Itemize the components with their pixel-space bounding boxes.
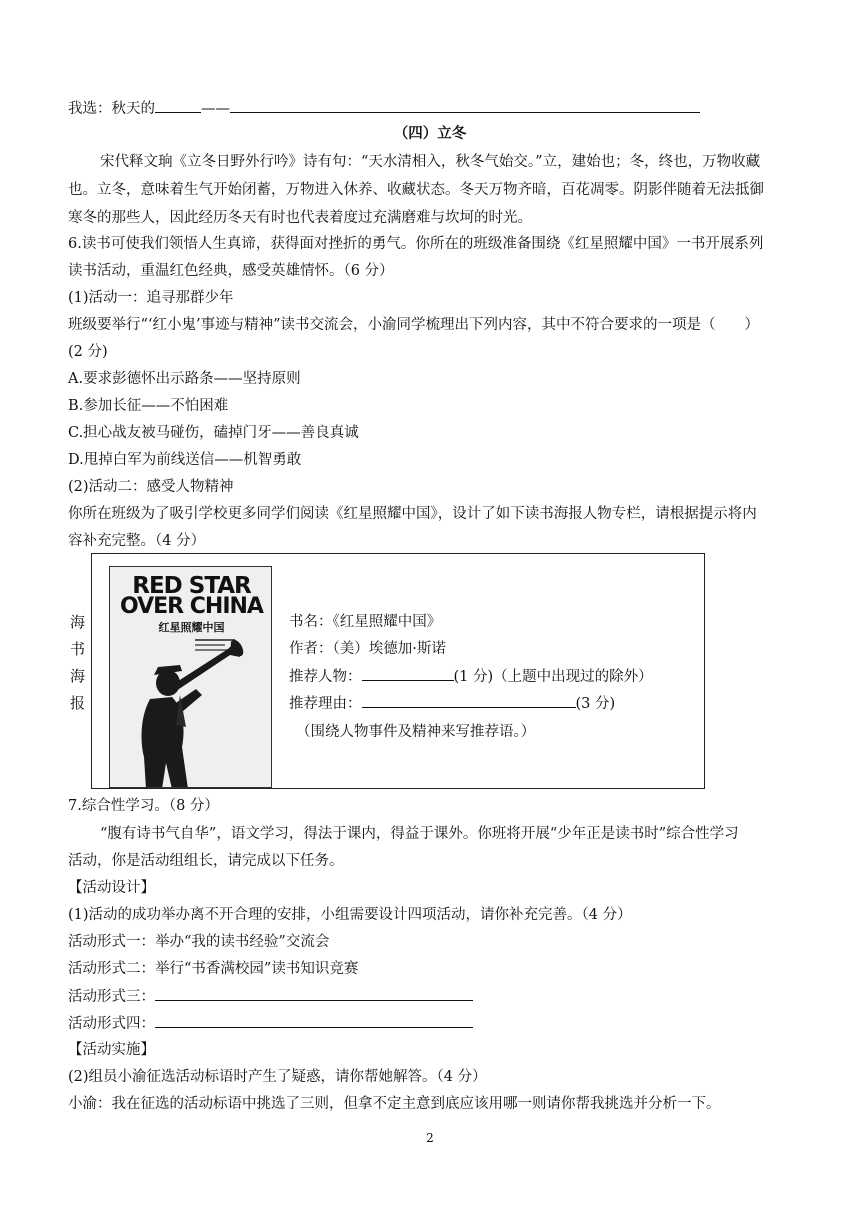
q7-title: 7.综合性学习。（8 分） — [68, 798, 219, 814]
reason-suffix: (3 分) — [575, 696, 616, 712]
choice-blank-1[interactable] — [155, 98, 201, 113]
activity2-question: 你所在班级为了吸引学校更多同学们阅读《红星照耀中国》，设计了如下读书海报人物专栏，请根据提示将内 — [68, 506, 757, 522]
design-heading: 【活动设计】 — [68, 880, 155, 896]
poster-side-char: 书 — [70, 640, 86, 658]
choice-dash: —— — [201, 101, 230, 117]
choice-line — [68, 98, 700, 119]
person-suffix: (1 分)（上题中出现过的除外） — [453, 669, 653, 685]
book-cover-image — [109, 566, 272, 788]
bugler-silhouette-icon — [110, 567, 272, 788]
q7-intro-line: 活动，你是活动组组长，请完成以下任务。 — [68, 853, 344, 869]
poster-side-char: 报 — [70, 694, 86, 712]
person-label: 推荐人物： — [289, 669, 362, 685]
reason-label: 推荐理由： — [289, 696, 362, 712]
activity2-question: 容补充完整。（4 分） — [68, 533, 206, 549]
option-c[interactable]: C.担心战友被马碰伤，磕掉门牙——善良真诚 — [68, 425, 359, 441]
poster-author: 作者：（美）埃德加·斯诺 — [289, 641, 446, 657]
cover-chinese-title: 红星照耀中国 — [158, 621, 225, 634]
activity-form-4 — [68, 1013, 473, 1034]
q6-stem-line: 6.读书可使我们领悟人生真谛，获得面对挫折的勇气。你所在的班级准备围绕《红星照耀中国》一书开展系列 — [68, 236, 764, 252]
page-number: 2 — [426, 1131, 434, 1145]
form3-label: 活动形式三： — [68, 989, 155, 1005]
section-paragraph-line: 宋代释文珦《立冬日野外行吟》诗有句：“天水清相入，秋冬气始交。”立，建始也；冬，终也，万物收藏 — [100, 154, 761, 170]
section-paragraph-line: 也。立冬，意味着生气开始闭蓄，万物进入休养、收藏状态。冬天万物齐暗，百花凋零。阴影伴随着无法抵御 — [68, 182, 764, 198]
option-b[interactable]: B.参加长征——不怕困难 — [68, 398, 229, 414]
activity-form-3 — [68, 986, 473, 1007]
cover-title-line2: OVER CHINA — [120, 594, 263, 619]
reason-blank[interactable] — [362, 693, 576, 708]
poster-person-line — [289, 666, 653, 687]
choice-blank-2[interactable] — [230, 98, 700, 113]
q7-intro-line: “腹有诗书气自华”，语文学习，得法于课内，得益于课外。你班将开展“少年正是读书时”综合性学习 — [100, 826, 739, 842]
poster-book-name: 书名：《红星照耀中国》 — [289, 614, 442, 630]
form3-blank[interactable] — [155, 986, 473, 1001]
poster-side-char: 海 — [70, 613, 86, 631]
section-paragraph-line: 寒冬的那些人，因此经历冬天有时也代表着度过充满磨难与坎坷的时光。 — [68, 210, 532, 226]
activity1-title: (1)活动一：追寻那群少年 — [68, 290, 234, 306]
implementation-heading: 【活动实施】 — [68, 1042, 155, 1058]
poster-hint: （围绕人物事件及精神来写推荐语。） — [296, 724, 536, 740]
section-heading: （四）立冬 — [393, 125, 467, 142]
activity1-score: (2 分) — [68, 344, 108, 360]
activity2-title: (2)活动二：感受人物精神 — [68, 479, 234, 495]
form4-label: 活动形式四： — [68, 1016, 155, 1032]
xiaoyu-statement: 小渝：我在征选的活动标语中挑选了三则，但拿不定主意到底应该用哪一则请你帮我挑选并分析一下。 — [68, 1096, 721, 1112]
design-question: (1)活动的成功举办离不开合理的安排，小组需要设计四项活动，请你补充完善。（4 分） — [68, 907, 632, 923]
activity-form-1: 活动形式一：举办“我的读书经验”交流会 — [68, 934, 330, 950]
implementation-question: (2)组员小渝征选活动标语时产生了疑惑，请你帮她解答。（4 分） — [68, 1069, 487, 1085]
person-blank[interactable] — [362, 666, 454, 681]
choice-prefix: 我选：秋天的 — [68, 101, 155, 117]
activity-form-2: 活动形式二：举行“书香满校园”读书知识竞赛 — [68, 961, 359, 977]
option-d[interactable]: D.甩掉白军为前线送信——机智勇敢 — [68, 452, 302, 468]
form4-blank[interactable] — [155, 1013, 473, 1028]
activity1-question: 班级要举行“‘红小鬼’事迹与精神”读书交流会，小渝同学梳理出下列内容，其中不符合要求的一项是（ ） — [68, 317, 760, 333]
poster-reason-line — [289, 693, 615, 714]
poster-side-char: 海 — [70, 667, 86, 685]
q6-stem-line: 读书活动，重温红色经典，感受英雄情怀。（6 分） — [68, 263, 394, 279]
cover-title-line1: RED STAR — [132, 573, 251, 599]
option-a[interactable]: A.要求彭德怀出示路条——坚持原则 — [68, 371, 301, 387]
